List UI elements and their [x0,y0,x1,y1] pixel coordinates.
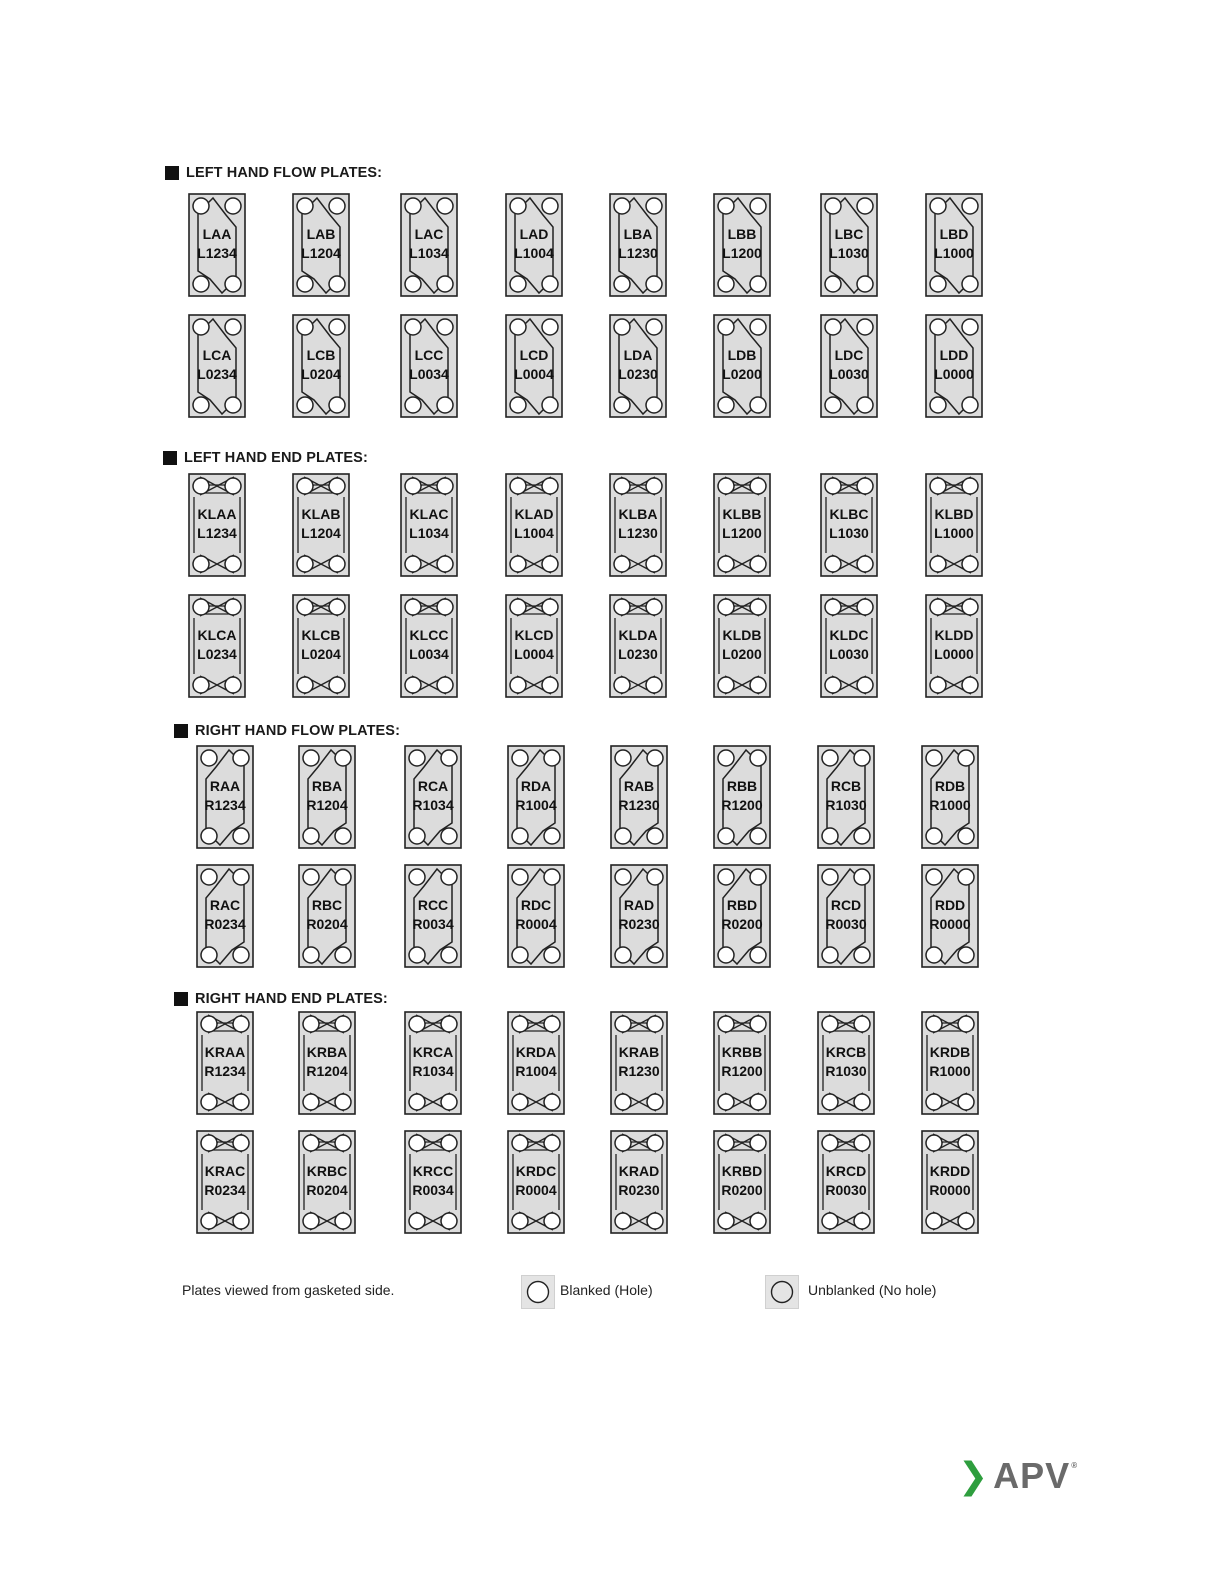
plate-code: RBB [726,778,758,794]
plate-code: KLCB [301,627,341,643]
plate-rbb [713,745,771,849]
plate-number: L1230 [618,525,658,541]
plate-kldd [925,594,983,698]
plate-lcc [400,314,458,418]
plate-rcb [817,745,875,849]
plate-rdb [921,745,979,849]
plate-code: KLAA [197,506,237,522]
section-title-text: LEFT HAND END PLATES: [184,450,368,466]
plate-klda [609,594,667,698]
plate-code: KLAB [301,506,341,522]
plate-krcd [817,1130,875,1234]
plate-number: L0204 [301,646,341,662]
plate-number: R0204 [306,916,348,932]
plate-lba [609,193,667,297]
plate-krba [298,1011,356,1115]
plate-ldd [925,314,983,418]
plate-code: KLCD [514,627,554,643]
plate-code: LBA [623,226,653,242]
legend-note: Plates viewed from gasketed side. [182,1282,395,1298]
plate-klab [292,473,350,577]
plate-code: RDA [520,778,552,794]
plate-rba [298,745,356,849]
plate-rac [196,864,254,968]
plate-klcc [400,594,458,698]
plate-klbd [925,473,983,577]
plate-rcc [404,864,462,968]
plate-lac [400,193,458,297]
plate-code: KRDC [515,1163,557,1179]
plate-code: KRDB [929,1044,971,1060]
plate-code: KRBC [306,1163,348,1179]
plate-kraa [196,1011,254,1115]
plate-number: L1000 [934,245,974,261]
plate-number: L1204 [301,245,341,261]
section-bullet-icon [163,451,177,465]
plate-number: L0200 [722,366,762,382]
plate-klbb [713,473,771,577]
plate-number: L0004 [514,366,554,382]
plate-code: LAA [202,226,232,242]
plate-code: RDD [934,897,966,913]
plate-number: L1234 [197,525,237,541]
plate-code: LCB [306,347,336,363]
plate-code: LAD [519,226,549,242]
plate-code: RAB [623,778,655,794]
plate-number: L1234 [197,245,237,261]
unblanked-no-hole-icon [765,1275,799,1309]
plate-code: RCD [830,897,862,913]
plate-number: L1034 [409,525,449,541]
plate-code: RCB [830,778,862,794]
plate-code: LBB [727,226,757,242]
section-bullet-icon [174,992,188,1006]
plate-code: LCD [519,347,549,363]
plate-number: R0004 [515,1182,557,1198]
plate-number: L0030 [829,366,869,382]
plate-lbc [820,193,878,297]
plate-number: R1000 [929,797,971,813]
plate-krbd [713,1130,771,1234]
plate-code: LAB [306,226,336,242]
plate-code: KLCA [197,627,237,643]
plate-number: R1200 [721,797,763,813]
plate-number: L0230 [618,646,658,662]
plate-lab [292,193,350,297]
plate-krca [404,1011,462,1115]
plate-code: LDD [939,347,969,363]
plate-code: LDC [834,347,864,363]
section-title-text: RIGHT HAND FLOW PLATES: [195,723,401,739]
plate-number: R0034 [412,916,454,932]
plate-number: R1204 [306,1063,348,1079]
plate-krdd [921,1130,979,1234]
plate-number: L1230 [618,245,658,261]
plate-number: R0204 [306,1182,348,1198]
plate-lad [505,193,563,297]
apv-logo [958,1455,1078,1497]
plate-rab [610,745,668,849]
plate-lbb [713,193,771,297]
section-bullet-icon [165,166,179,180]
plate-klbc [820,473,878,577]
plate-number: R1034 [412,797,454,813]
plate-code: KRBB [721,1044,763,1060]
plate-lcd [505,314,563,418]
plate-code: KLDC [829,627,869,643]
plate-code: KLBC [829,506,869,522]
plate-code: KLDD [934,627,974,643]
plate-number: R1230 [618,1063,660,1079]
plate-rca [404,745,462,849]
plate-klaa [188,473,246,577]
plate-number: L0234 [197,646,237,662]
plate-code: KRAB [618,1044,660,1060]
plate-number: R0030 [825,916,867,932]
plate-code: RDB [934,778,966,794]
section-title-text: RIGHT HAND END PLATES: [195,991,388,1007]
plate-code: LBD [939,226,969,242]
plate-code: KRDA [515,1044,557,1060]
plate-code: KLCC [409,627,449,643]
section-title [174,991,388,1007]
plate-code: KRDD [929,1163,971,1179]
plate-code: KLDA [618,627,658,643]
plate-number: R1234 [204,1063,246,1079]
plate-code: KRCB [825,1044,867,1060]
plate-number: R0004 [515,916,557,932]
plate-code: KRCC [412,1163,454,1179]
plate-code: RDC [520,897,552,913]
plate-rdd [921,864,979,968]
plate-rbd [713,864,771,968]
plate-ldb [713,314,771,418]
plate-klad [505,473,563,577]
chevron-logo-icon: ❯ [958,1455,990,1496]
plate-code: RCA [417,778,449,794]
plate-number: R1004 [515,1063,557,1079]
plate-krbb [713,1011,771,1115]
plate-code: RCC [417,897,449,913]
plate-code: KLDB [722,627,762,643]
plate-kldc [820,594,878,698]
plate-klca [188,594,246,698]
plate-code: KRAD [618,1163,660,1179]
plate-code: RAC [209,897,241,913]
plate-number: L1200 [722,245,762,261]
plate-number: R0234 [204,916,246,932]
plate-number: L1204 [301,525,341,541]
plate-code: KRBA [306,1044,348,1060]
plate-code: LDB [727,347,757,363]
plate-krda [507,1011,565,1115]
plate-ldc [820,314,878,418]
plate-number: L0030 [829,646,869,662]
plate-code: KRBD [721,1163,763,1179]
plate-krac [196,1130,254,1234]
plate-krab [610,1011,668,1115]
plate-number: L1200 [722,525,762,541]
plate-number: R0000 [929,1182,971,1198]
plate-number: R0030 [825,1182,867,1198]
plate-code: RAD [623,897,655,913]
section-bullet-icon [174,724,188,738]
plate-number: L0230 [618,366,658,382]
plate-rcd [817,864,875,968]
plate-number: R1034 [412,1063,454,1079]
plate-code: LCC [414,347,444,363]
plate-number: R1000 [929,1063,971,1079]
plate-rdc [507,864,565,968]
plate-code: KRCA [412,1044,454,1060]
section-title [165,165,382,181]
plate-code: KLBD [934,506,974,522]
plate-lcb [292,314,350,418]
plate-number: R0200 [721,916,763,932]
plate-number: R1004 [515,797,557,813]
plate-number: R0034 [412,1182,454,1198]
plate-code: KLBA [618,506,658,522]
section-title [174,723,400,739]
plate-rda [507,745,565,849]
legend-blanked: Blanked (Hole) [560,1282,653,1298]
plate-code: KRAA [204,1044,246,1060]
plate-code: RBA [311,778,343,794]
plate-number: R1204 [306,797,348,813]
plate-number: L0034 [409,366,449,382]
plate-number: R0230 [618,916,660,932]
plate-krcb [817,1011,875,1115]
plate-code: KLAD [514,506,554,522]
plate-number: R1234 [204,797,246,813]
plate-code: KRCD [825,1163,867,1179]
plate-number: R0000 [929,916,971,932]
plate-number: L0200 [722,646,762,662]
plate-code: RAA [209,778,241,794]
plate-code: LCA [202,347,232,363]
plate-code: LDA [623,347,653,363]
plate-number: L1004 [514,525,554,541]
logo-registered-mark: ® [1071,1461,1079,1470]
plate-number: L0000 [934,646,974,662]
plate-code: RBD [726,897,758,913]
plate-code: LBC [834,226,864,242]
plate-kldb [713,594,771,698]
section-title-text: LEFT HAND FLOW PLATES: [186,165,383,181]
plate-number: L1030 [829,525,869,541]
plate-rad [610,864,668,968]
plate-number: R1200 [721,1063,763,1079]
plate-number: R0200 [721,1182,763,1198]
plate-number: R0234 [204,1182,246,1198]
plate-laa [188,193,246,297]
plate-krcc [404,1130,462,1234]
section-title [163,450,368,466]
logo-text: APV [993,1455,1071,1496]
plate-krbc [298,1130,356,1234]
plate-code: KLBB [722,506,762,522]
plate-lda [609,314,667,418]
plate-krdc [507,1130,565,1234]
plate-code: RBC [311,897,343,913]
plate-number: L1030 [829,245,869,261]
plate-klcd [505,594,563,698]
plate-raa [196,745,254,849]
plate-number: L0000 [934,366,974,382]
plate-number: L1034 [409,245,449,261]
plate-lca [188,314,246,418]
blanked-hole-icon [521,1275,555,1309]
plate-number: R1030 [825,1063,867,1079]
plate-number: L0004 [514,646,554,662]
plate-number: L0034 [409,646,449,662]
plate-code: LAC [414,226,444,242]
plate-rbc [298,864,356,968]
plate-code: KLAC [409,506,449,522]
plate-krdb [921,1011,979,1115]
plate-number: L1000 [934,525,974,541]
plate-number: L1004 [514,245,554,261]
plate-klba [609,473,667,577]
plate-number: R1030 [825,797,867,813]
plate-number: L0234 [197,366,237,382]
legend-unblanked: Unblanked (No hole) [808,1282,937,1298]
plate-krad [610,1130,668,1234]
plate-number: R0230 [618,1182,660,1198]
plate-klac [400,473,458,577]
plate-lbd [925,193,983,297]
plate-number: L0204 [301,366,341,382]
plate-number: R1230 [618,797,660,813]
plate-code: KRAC [204,1163,246,1179]
plate-klcb [292,594,350,698]
